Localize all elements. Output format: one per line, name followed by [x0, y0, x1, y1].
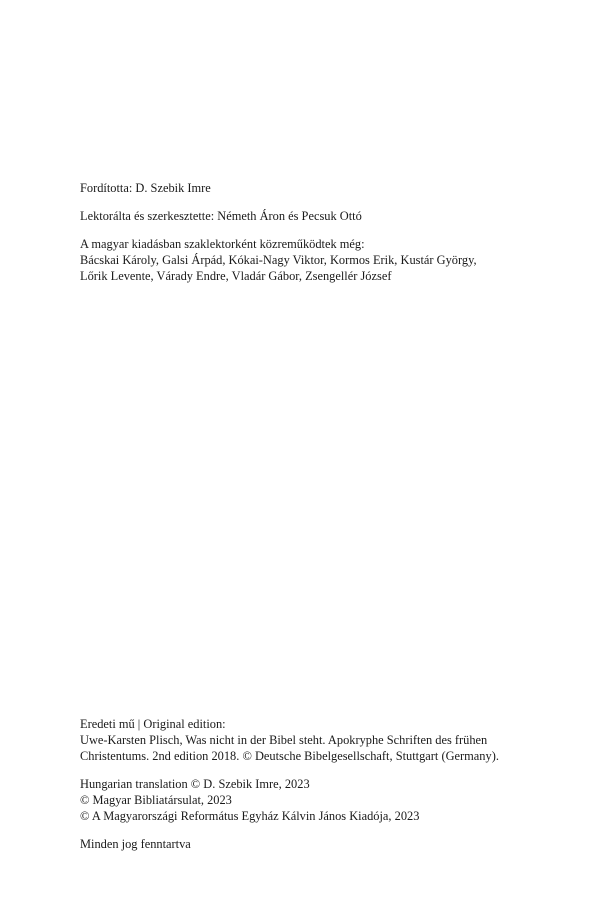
contributors-line: Lőrik Levente, Várady Endre, Vladár Gábor, Zsengellér József	[80, 269, 392, 283]
rights-reserved	[80, 836, 540, 852]
translator-credit	[80, 180, 540, 196]
copyright-notice	[80, 776, 540, 824]
original-edition-heading: Eredeti mű | Original edition:	[80, 717, 226, 731]
editors-credit	[80, 208, 540, 224]
editors-line: Lektorálta és szerkesztette: Németh Áron és Pecsuk Ottó	[80, 209, 362, 223]
copyright-line: Hungarian translation © D. Szebik Imre, 2023	[80, 777, 310, 791]
contributors-heading: A magyar kiadásban szaklektorként közreműködtek még:	[80, 237, 365, 251]
translator-line: Fordította: D. Szebik Imre	[80, 181, 211, 195]
contributors-credit	[80, 236, 540, 284]
credits-section	[80, 180, 540, 296]
edition-section	[80, 716, 540, 864]
contributors-line: Bácskai Károly, Galsi Árpád, Kókai-Nagy Viktor, Kormos Erik, Kustár György,	[80, 253, 477, 267]
original-edition-line: Uwe-Karsten Plisch, Was nicht in der Bibel steht. Apokryphe Schriften des frühen	[80, 733, 488, 747]
original-edition	[80, 716, 540, 764]
copyright-line: © Magyar Bibliatársulat, 2023	[80, 793, 232, 807]
copyright-line: © A Magyarországi Református Egyház Kálvin János Kiadója, 2023	[80, 809, 420, 823]
rights-line: Minden jog fenntartva	[80, 837, 191, 851]
original-edition-line: Christentums. 2nd edition 2018. © Deutsche Bibelgesellschaft, Stuttgart (Germany).	[80, 749, 499, 763]
